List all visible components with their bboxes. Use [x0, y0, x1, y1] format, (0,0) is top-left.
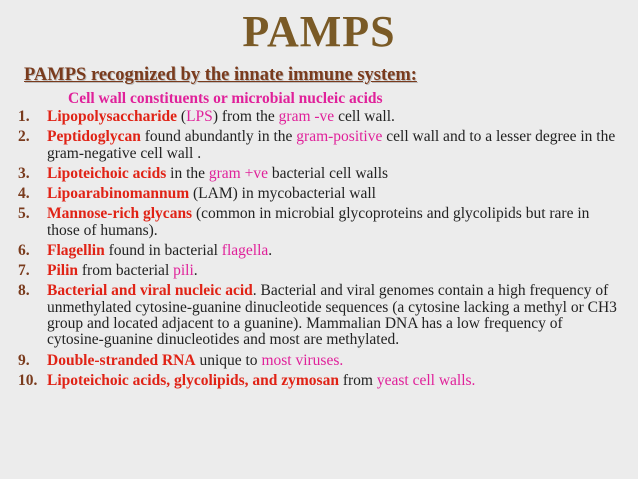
slide-title: PAMPS: [242, 7, 396, 56]
item-number: 8.: [18, 282, 30, 300]
item-term: Mannose-rich glycans: [47, 205, 193, 223]
item-highlight: gram-positive: [296, 128, 383, 146]
item-text: .: [268, 241, 273, 259]
intro-line: Cell wall constituents or microbial nucleic acids: [68, 90, 383, 107]
item-number: 3.: [18, 164, 30, 182]
item-term: Pilin: [47, 262, 79, 280]
item-text: unique to: [195, 351, 262, 369]
item-number: 9.: [18, 351, 30, 369]
item-text: found abundantly in the: [140, 128, 297, 146]
item-number: 5.: [18, 205, 30, 223]
list-item-9: [18, 353, 618, 369]
item-text: . Bacterial and viral genomes contain a high frequency of unmethylated cytosine-guanine dinucleotide sequences (a cytosine lacking a methyl or CH3 group and located adjacent to a guanine). Mammalian DNA has a low frequency of cytosine-guanine dinucleotides and most are methylated.: [47, 282, 617, 349]
item-term: Lipoteichoic acids, glycolipids, and zymosan: [47, 371, 339, 389]
item-term: Lipoarabinomannum: [47, 185, 190, 203]
item-highlight: flagella: [221, 241, 269, 259]
item-text: cell wall.: [334, 108, 395, 125]
pamps-list: [18, 109, 618, 393]
list-item-1: [18, 109, 618, 125]
item-term: Lipopolysaccharide: [47, 108, 178, 125]
item-text: (: [177, 108, 187, 125]
item-text: found in bacterial: [104, 241, 222, 259]
item-highlight: gram -ve: [278, 108, 335, 125]
slide-subtitle: PAMPS recognized by the innate immune system:: [24, 65, 417, 85]
list-item-4: [18, 186, 618, 202]
item-text: cell walls: [329, 164, 389, 182]
list-item-3: [18, 166, 618, 182]
item-highlight: yeast cell walls.: [376, 371, 476, 389]
item-term: Peptidoglycan: [47, 128, 141, 146]
item-text: (LAM) in mycobacterial wall: [189, 185, 376, 203]
item-text: cell wall and to a lesser degree in the gram-negative cell wall .: [47, 128, 616, 162]
item-number: 2.: [18, 128, 30, 146]
item-number: 10.: [18, 371, 38, 389]
item-text: bacterial: [267, 164, 330, 182]
list-item-7: [18, 263, 618, 279]
item-text: (common in microbial glycoproteins and glycolipids but rare in those of humans).: [47, 205, 590, 239]
item-term: Lipoteichoic acids: [47, 164, 167, 182]
item-text: .: [193, 262, 198, 280]
item-number: 4.: [18, 185, 30, 203]
item-term: Double-stranded RNA: [47, 351, 196, 369]
list-item-6: [18, 243, 618, 259]
item-highlight: LPS: [186, 108, 213, 125]
item-highlight: pili: [173, 262, 194, 280]
item-highlight: most viruses.: [261, 351, 344, 369]
item-text: from: [338, 371, 377, 389]
item-text: in the: [166, 164, 209, 182]
item-number: 7.: [18, 262, 30, 280]
list-item-8: [18, 283, 618, 349]
list-item-5: [18, 206, 618, 239]
list-item-2: [18, 129, 618, 162]
item-text: ) from the: [212, 108, 279, 125]
item-highlight: gram +ve: [208, 164, 268, 182]
item-text: from bacterial: [78, 262, 174, 280]
item-number: 1.: [18, 108, 30, 125]
item-number: 6.: [18, 241, 30, 259]
item-term: Flagellin: [47, 241, 105, 259]
list-item-10: [18, 373, 618, 389]
item-term: Bacterial and viral nucleic acid: [47, 282, 253, 300]
